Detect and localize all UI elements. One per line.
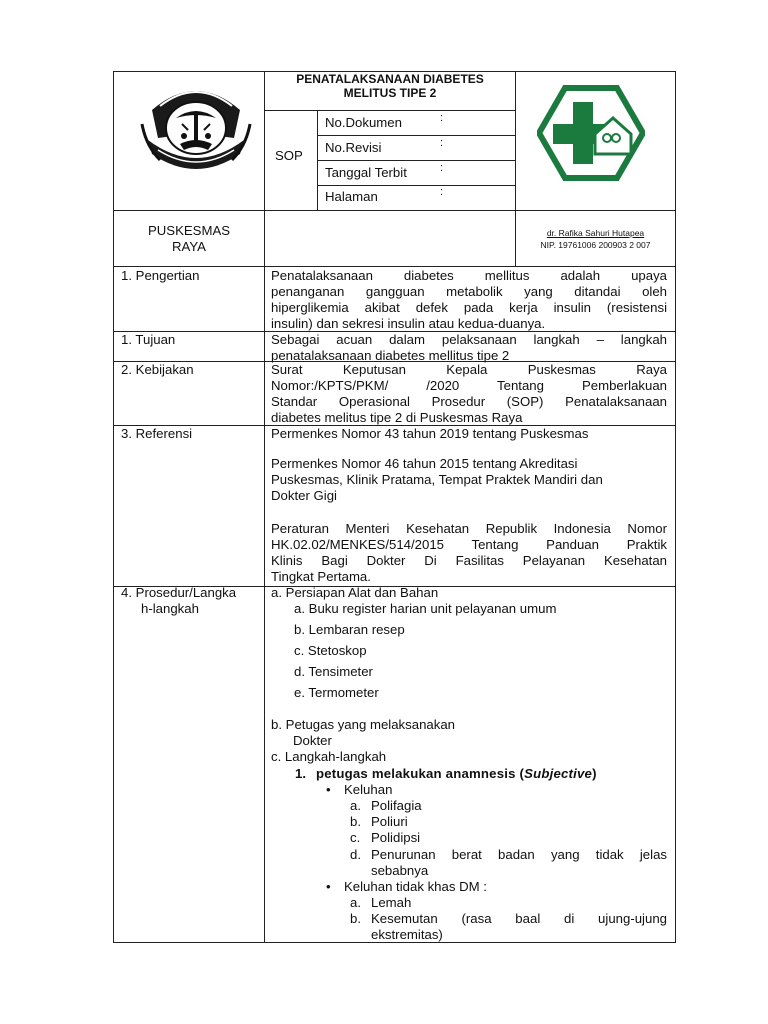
text-line: Peraturan Menteri Kesehatan Republik Indonesia Nomor: [271, 521, 667, 536]
keluhan-tidak-khas-heading: Keluhan tidak khas DM :: [344, 879, 487, 894]
section-label-tujuan: 1. Tujuan: [121, 332, 176, 347]
puskesmas-logo-icon: [537, 84, 645, 182]
prosedur-a-heading: a. Persiapan Alat dan Bahan: [271, 585, 439, 600]
doc-field-label: No.Dokumen: [325, 115, 402, 130]
kabupaten-emblem-icon: [138, 76, 254, 184]
doc-field-label: No.Revisi: [325, 140, 382, 155]
grid-line: [264, 71, 265, 943]
list-item: Polifagia: [371, 798, 422, 813]
doc-field-separator: :: [440, 186, 444, 198]
table-border-left: [113, 71, 114, 943]
section-body-tujuan: [271, 332, 667, 364]
step-1-number: 1.: [295, 766, 306, 781]
list-marker: a.: [350, 798, 361, 813]
list-item: e. Termometer: [294, 685, 379, 700]
text-line: Penurunan berat badan yang tidak jelas: [371, 847, 667, 862]
sop-label: SOP: [275, 148, 303, 163]
section-label-referensi: 3. Referensi: [121, 426, 193, 441]
list-marker: d.: [350, 847, 361, 862]
grid-line: [317, 160, 515, 161]
page-title: [265, 72, 515, 100]
title-line: MELITUS TIPE 2: [343, 86, 437, 100]
text-line: Surat Keputusan Kepala Puskesmas Raya: [271, 362, 667, 377]
signer-nip: NIP. 19761006 200903 2 007: [540, 240, 651, 250]
doc-field-label: Halaman: [325, 189, 378, 204]
list-item: b. Lembaran resep: [294, 622, 405, 637]
grid-line: [317, 135, 515, 136]
text-line: Dokter Gigi: [271, 488, 337, 503]
section-label-pengertian: 1. Pengertian: [121, 268, 200, 283]
text-line: Kesemutan (rasa baal di ujung-ujung: [371, 911, 667, 926]
text-line: Permenkes Nomor 46 tahun 2015 tentang Akreditasi: [271, 456, 578, 471]
section-label-kebijakan: 2. Kebijakan: [121, 362, 194, 377]
label-line: 4. Prosedur/Langka: [121, 585, 237, 600]
step-1-close: ): [592, 766, 597, 781]
list-item: a. Buku register harian unit pelayanan umum: [294, 601, 557, 616]
signer-name: dr. Rafika Sahuri Hutapea: [546, 228, 645, 238]
grid-line: [264, 110, 515, 111]
step-1-main: petugas melakukan anamnesis (: [316, 766, 525, 781]
org-line: RAYA: [172, 239, 206, 254]
text-line: HK.02.02/MENKES/514/2015 Tentang Panduan Praktik: [271, 537, 667, 552]
text-line: penatalaksanaan diabetes mellitus tipe 2: [271, 348, 510, 363]
step-1-italic: Subjective: [524, 766, 593, 781]
reference-2: [271, 456, 603, 504]
list-marker: c.: [350, 830, 361, 845]
text-line: Tingkat Pertama.: [271, 569, 371, 584]
section-body-kebijakan: [271, 362, 667, 426]
prosedur-b-heading: b. Petugas yang melaksanakan: [271, 717, 456, 732]
list-marker: b.: [350, 814, 361, 829]
text-line: Penatalaksanaan diabetes mellitus adalah upaya: [271, 268, 667, 283]
list-item: [371, 847, 667, 879]
doc-field-separator: :: [440, 112, 444, 124]
reference-1: Permenkes Nomor 43 tahun 2019 tentang Puskesmas: [271, 426, 589, 441]
text-line: Sebagai acuan dalam pelaksanaan langkah – langkah: [271, 332, 667, 347]
list-marker: a.: [350, 895, 361, 910]
doc-field-label: Tanggal Terbit: [325, 165, 407, 180]
list-item: Polidipsi: [371, 830, 421, 845]
text-line: sebabnya: [371, 863, 429, 878]
bullet-icon: •: [326, 879, 331, 894]
list-item: d. Tensimeter: [294, 664, 373, 679]
signer-block: [516, 227, 675, 251]
org-line: PUSKESMAS: [147, 223, 231, 238]
grid-line: [113, 210, 675, 211]
text-line: Puskesmas, Klinik Pratama, Tempat Praktek Mandiri dan: [271, 472, 603, 487]
step-1-text: [316, 766, 597, 782]
text-line: diabetes melitus tipe 2 di Puskesmas Raya: [271, 410, 523, 425]
list-item: Lemah: [371, 895, 412, 910]
bullet-icon: •: [326, 782, 331, 797]
prosedur-c-heading: c. Langkah-langkah: [271, 749, 387, 764]
doc-field-separator: :: [440, 137, 444, 149]
grid-line: [113, 266, 675, 267]
list-item: Poliuri: [371, 814, 408, 829]
section-body-pengertian: [271, 268, 667, 332]
section-label-prosedur: [121, 585, 236, 617]
text-line: Nomor:/KPTS/PKM/ /2020 Tentang Pemberlakuan: [271, 378, 667, 393]
doc-field-separator: :: [440, 162, 444, 174]
text-line: penanganan gangguan metabolik yang ditandai oleh: [271, 284, 667, 299]
text-line: hiperglikemia akibat defek pada kerja insulin (resistensi: [271, 300, 667, 315]
list-item: c. Stetoskop: [294, 643, 367, 658]
grid-line: [317, 185, 515, 186]
text-line: insulin) dan sekresi insulin atau kedua-duanya.: [271, 316, 546, 331]
organization-name: [114, 223, 264, 255]
keluhan-heading: Keluhan: [344, 782, 393, 797]
title-line: PENATALAKSANAAN DIABETES: [296, 72, 484, 86]
text-line: Klinis Bagi Dokter Di Fasilitas Pelayanan Kesehatan: [271, 553, 667, 568]
list-marker: b.: [350, 911, 361, 926]
list-item: [371, 911, 667, 943]
reference-3: [271, 521, 667, 585]
text-line: ekstremitas): [371, 927, 443, 942]
label-line: h-langkah: [141, 601, 199, 616]
text-line: Standar Operasional Prosedur (SOP) Penatalaksanaan: [271, 394, 667, 409]
prosedur-b-value: Dokter: [293, 733, 332, 748]
table-border-right: [675, 71, 676, 943]
